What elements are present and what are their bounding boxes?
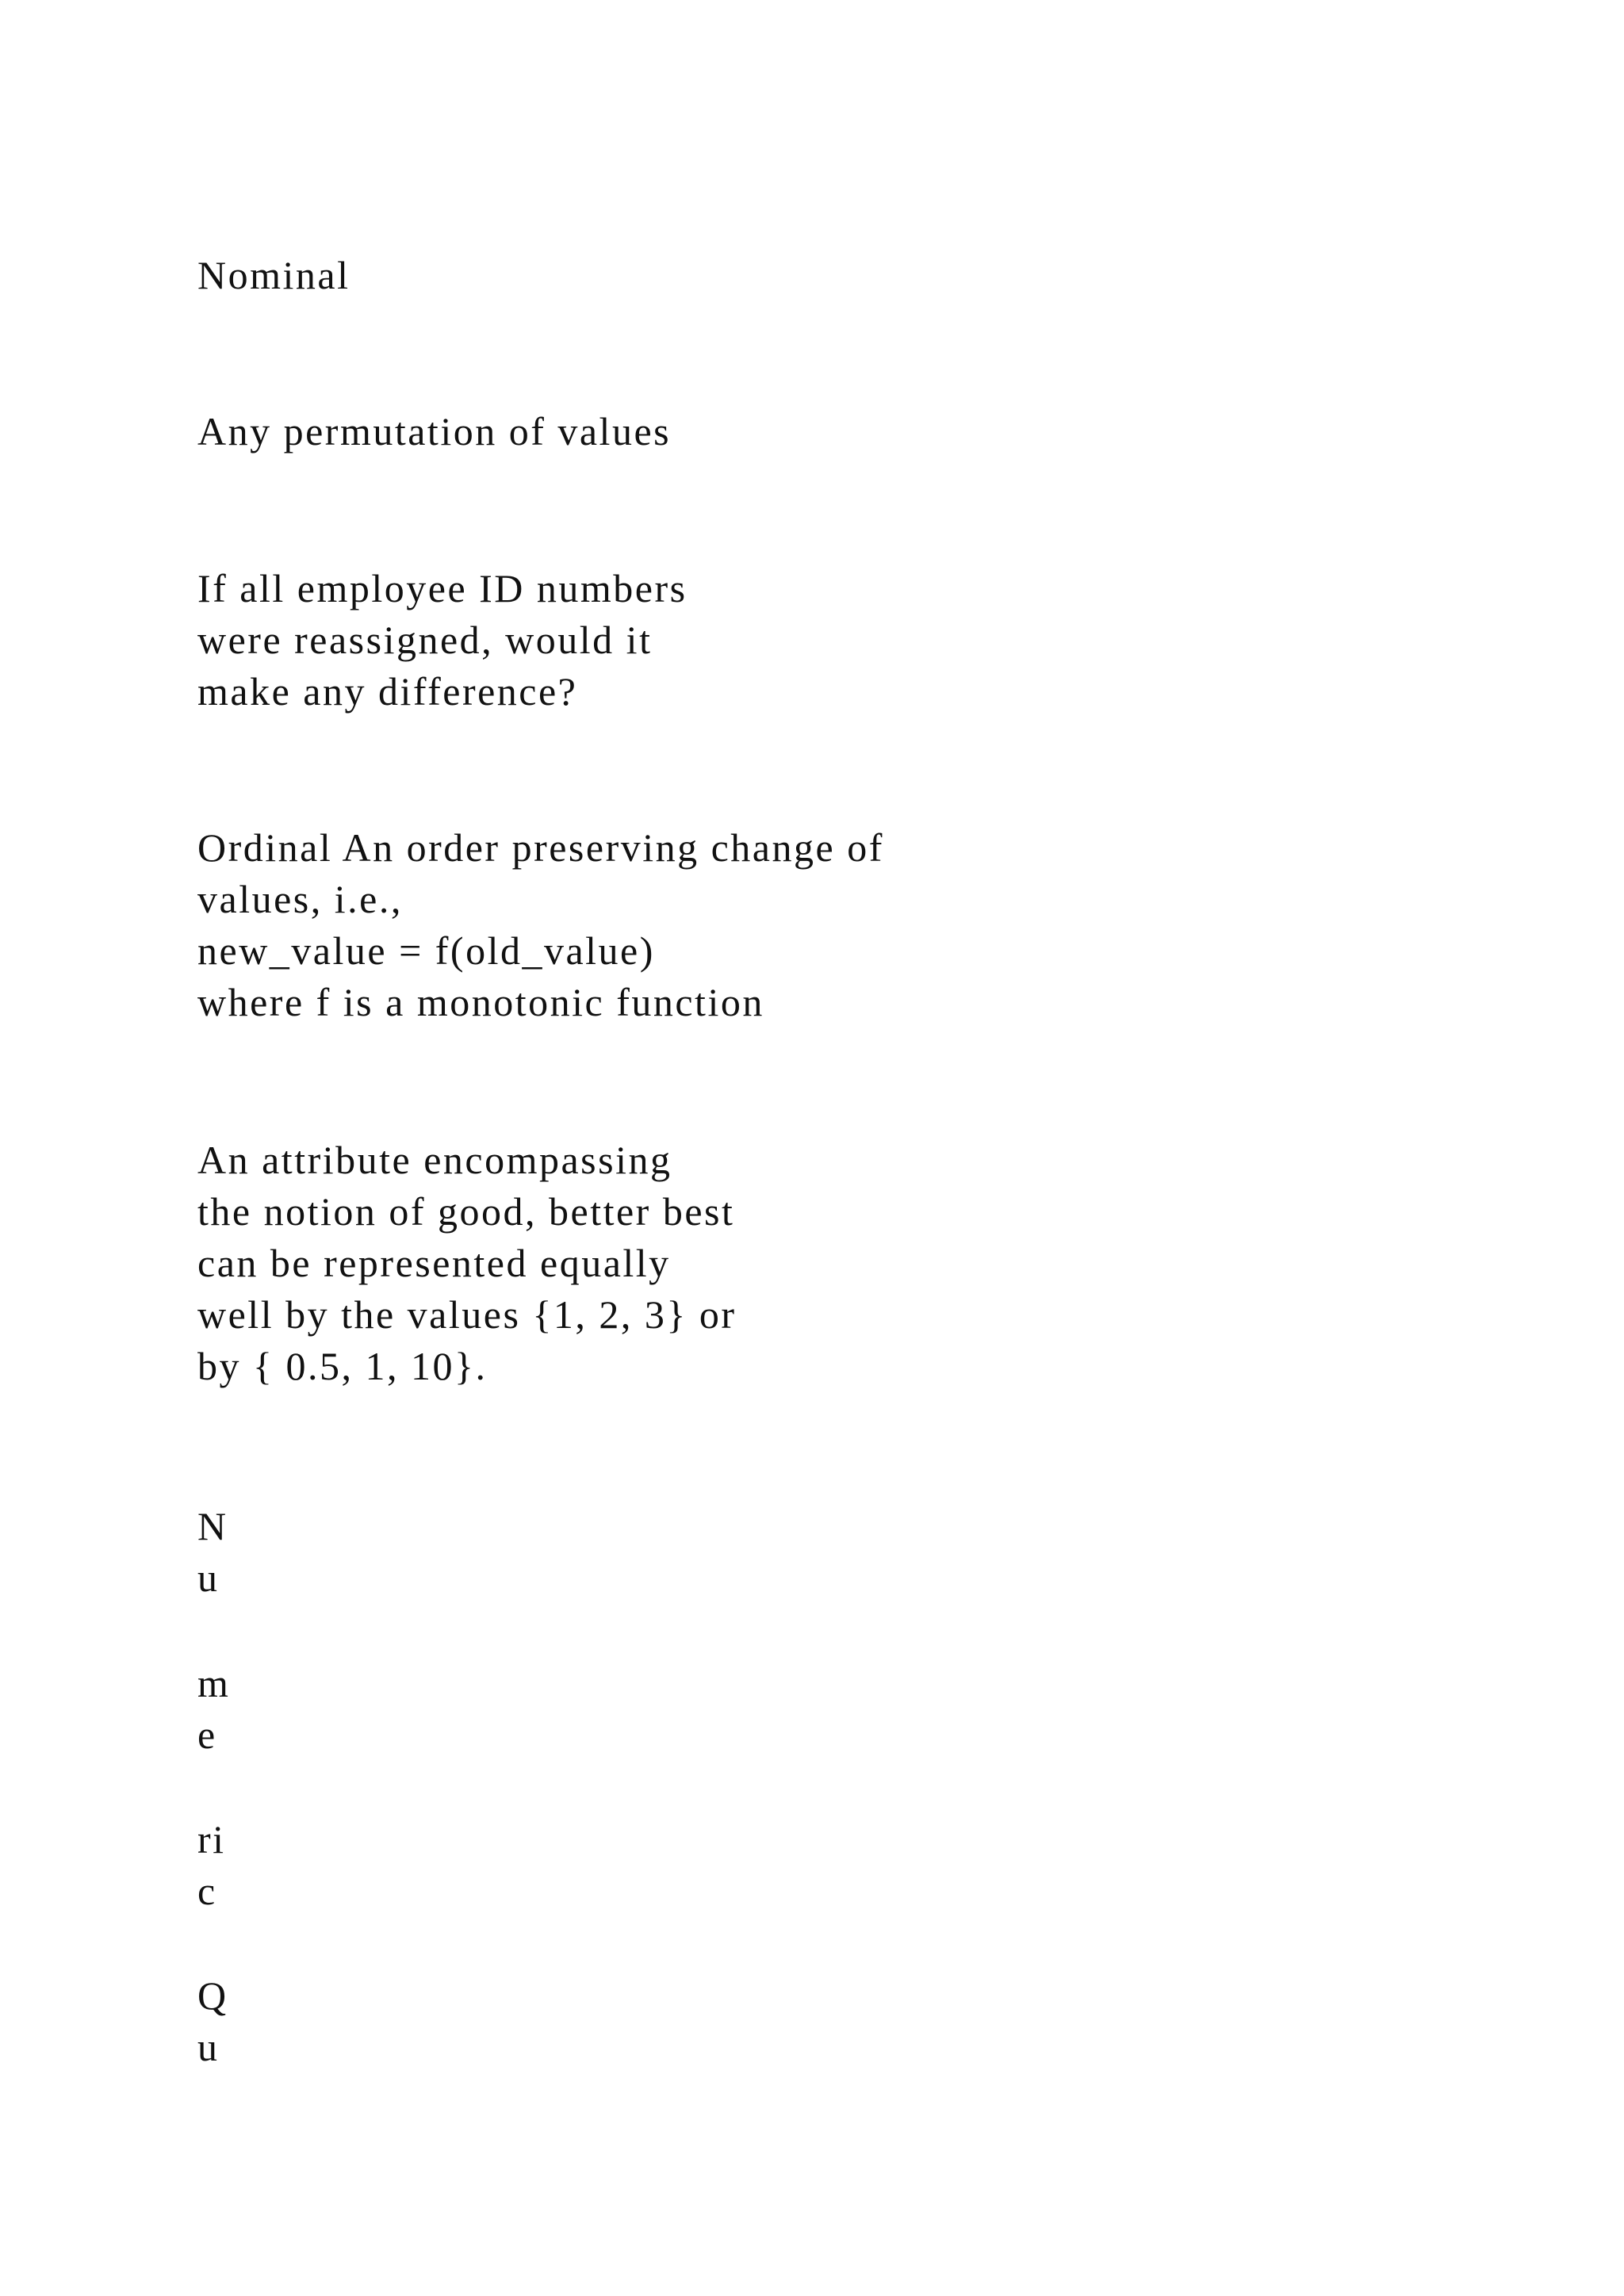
vertical-char: u [197,2025,220,2069]
vertical-text-fragment [197,1658,230,1761]
vertical-char: Q [197,1973,228,2018]
text-line: where f is a monotonic function [197,980,764,1024]
vertical-char: ri [197,1817,226,1862]
vertical-char: N [197,1504,228,1548]
vertical-char: m [197,1661,231,1705]
vertical-text-fragment [197,1501,228,1604]
text-line: make any difference? [197,669,578,714]
text-line: Nominal [197,253,350,297]
vertical-char: u [197,1556,220,1600]
nominal-example [197,563,688,718]
text-line: well by the values {1, 2, 3} or [197,1292,737,1337]
nominal-transformation [197,406,671,457]
text-line: by { 0.5, 1, 10}. [197,1344,488,1388]
heading-nominal [197,250,350,301]
text-line: Any permutation of values [197,409,672,453]
vertical-text-fragment [197,1970,228,2073]
text-line: Ordinal An order preserving change of [197,825,884,870]
ordinal-definition [197,822,884,1028]
ordinal-example [197,1135,737,1392]
text-line: If all employee ID numbers [197,566,688,610]
text-line: were reassigned, would it [197,618,653,662]
vertical-char: c [197,1869,217,1913]
text-line: can be represented equally [197,1241,671,1285]
text-line: new_value = f(old_value) [197,928,655,973]
text-line: values, i.e., [197,877,403,921]
text-line: the notion of good, better best [197,1189,735,1234]
vertical-char: e [197,1712,217,1757]
text-line: An attribute encompassing [197,1138,672,1182]
vertical-text-fragment [197,1814,226,1917]
